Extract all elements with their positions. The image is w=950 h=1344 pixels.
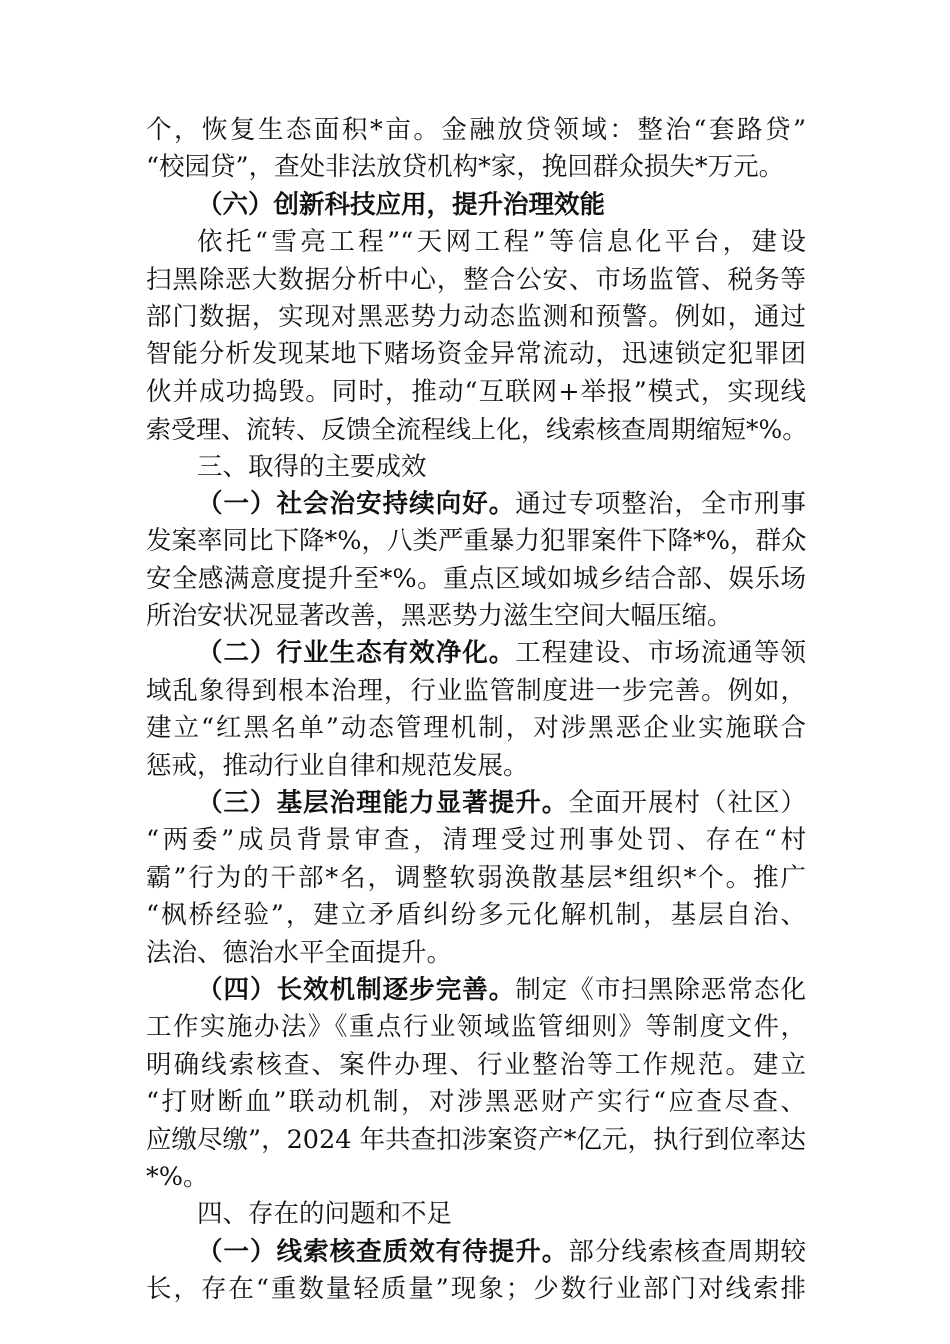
text-line: 部门数据，实现对黑恶势力动态监测和预警。例如，通过 xyxy=(146,301,806,332)
text-run: 部分线索核查周期较 xyxy=(568,1236,806,1267)
text-line: 应缴尽缴”，2024 年共查扣涉案资产*亿元，执行到位率达 xyxy=(146,1124,806,1155)
text-line: 索受理、流转、反馈全流程线上化，线索核查周期缩短*%。 xyxy=(146,415,808,445)
text-line: *%。 xyxy=(146,1161,209,1192)
subsection-title: （一）线索核查质效有待提升。 xyxy=(197,1236,569,1267)
text-line: “打财断血”联动机制，对涉黑恶财产实行“应查尽查、 xyxy=(146,1087,806,1118)
text-line xyxy=(146,1234,806,1271)
text-line: “枫桥经验”，建立矛盾纠纷多元化解机制，基层自治、 xyxy=(146,900,806,931)
text-line: 依托“雪亮工程”“天网工程”等信息化平台，建设 xyxy=(197,227,806,258)
text-line: 发案率同比下降*%，八类严重暴力犯罪案件下降*%，群众 xyxy=(146,526,807,557)
text-line: 建立“红黑名单”动态管理机制，对涉黑恶企业实施联合 xyxy=(146,713,806,744)
text-line: 伙并成功捣毁。同时，推动“互联网+举报”模式，实现线 xyxy=(146,376,806,407)
text-line: “两委”成员背景审查，清理受过刑事处罚、存在“村 xyxy=(146,825,806,856)
document-page xyxy=(146,112,806,1309)
text-run: 通过专项整治，全市刑事 xyxy=(515,488,806,519)
subsection-title: （二）行业生态有效净化。 xyxy=(197,638,516,669)
text-line xyxy=(146,972,806,1009)
text-line: 工作实施办法》《重点行业领域监管细则》等制度文件， xyxy=(146,1012,806,1043)
text-line xyxy=(146,785,806,822)
text-run: 制定《市扫黑除恶常态化 xyxy=(515,974,806,1005)
subsection-title: （一）社会治安持续向好。 xyxy=(197,488,516,519)
text-line: 长，存在“重数量轻质量”现象；少数行业部门对线索排 xyxy=(146,1274,806,1305)
text-run: 全面开展村（社区） xyxy=(568,788,806,819)
text-line: 个，恢复生态面积*亩。金融放贷领域：整治“套路贷” xyxy=(146,115,806,145)
section-subheading: （六）创新科技应用，提升治理效能 xyxy=(197,189,606,220)
text-line xyxy=(146,635,806,672)
subsection-title: （四）长效机制逐步完善。 xyxy=(197,974,516,1005)
text-line: 霸”行为的干部*名，调整软弱涣散基层*组织*个。推广 xyxy=(146,862,806,893)
section-heading: 三、取得的主要成效 xyxy=(197,451,427,482)
text-line xyxy=(146,486,806,523)
text-line: 法治、德治水平全面提升。 xyxy=(146,937,453,968)
text-line: 域乱象得到根本治理，行业监管制度进一步完善。例如， xyxy=(146,675,806,706)
text-line: 安全感满意度提升至*%。重点区域如城乡结合部、娱乐场 xyxy=(146,563,806,594)
section-heading: 四、存在的问题和不足 xyxy=(197,1199,453,1230)
text-line: 所治安状况显著改善，黑恶势力滋生空间大幅压缩。 xyxy=(146,601,733,632)
text-line: 明确线索核查、案件办理、行业整治等工作规范。建立 xyxy=(146,1049,806,1080)
text-line: 智能分析发现某地下赌场资金异常流动，迅速锁定犯罪团 xyxy=(146,339,806,370)
subsection-title: （三）基层治理能力显著提升。 xyxy=(197,788,569,819)
text-run: 工程建设、市场流通等领 xyxy=(515,638,806,669)
text-line: “校园贷”，查处非法放贷机构*家，挽回群众损失*万元。 xyxy=(146,152,785,183)
text-line: 惩戒，推动行业自律和规范发展。 xyxy=(146,750,529,781)
text-line: 扫黑除恶大数据分析中心，整合公安、市场监管、税务等 xyxy=(146,264,806,295)
